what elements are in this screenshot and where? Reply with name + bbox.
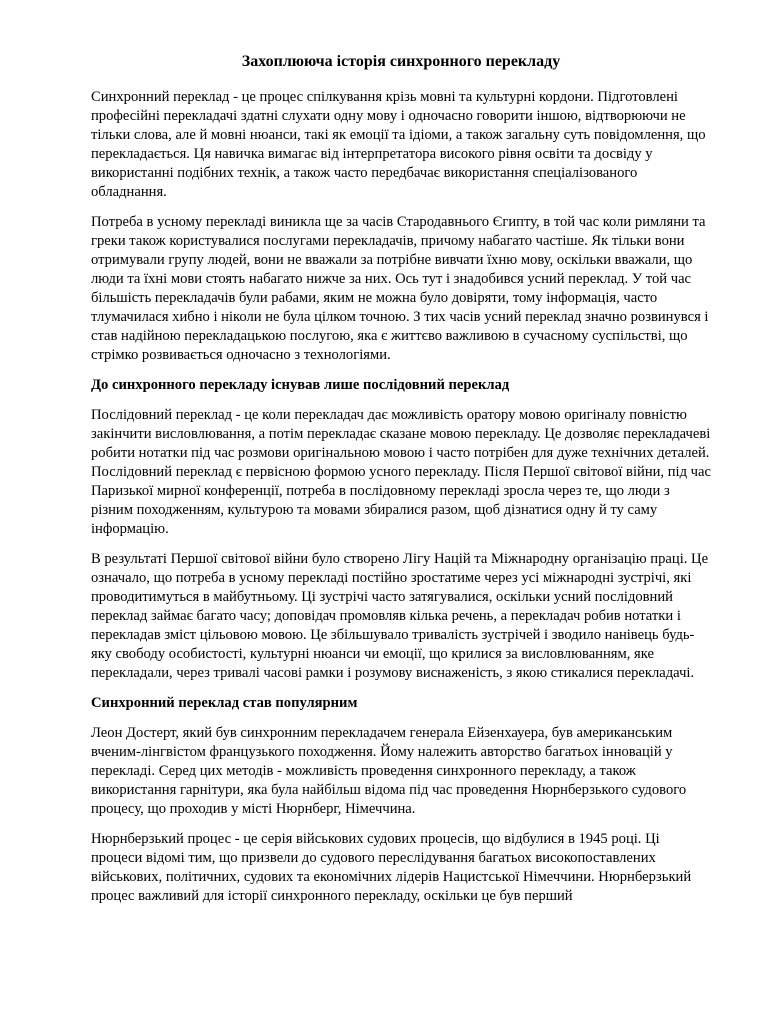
document-title: Захоплююча історія синхронного перекладу	[241, 53, 561, 70]
paragraph-nuremberg: Нюрнберзький процес - це серія військових судових процесів, що відбулися в 1945 році. Ці процеси відомі тим, що призвели до судового переслідування багатьох високопоставлених військових, політичних, судових та економічних лідерів Нацистської Німеччини. Нюрнберзький процес важливий для історії синхронного перекладу, оскільки це був перший	[91, 831, 692, 904]
paragraph-intro: Синхронний переклад - це процес спілкування крізь мовні та культурні кордони. Підготовлені професійні перекладачі здатні слухати одну мову і одночасно говорити іншою, відтворюючи не тільки слова, але й мовні нюанси, такі як емоції та ідіоми, а також загальну суть повідомлення, що перекладається. Ця навичка вимагає від інтерпретатора високого рівня освіти та досвіду у використанні подібних технік, а також часто передбачає використання спеціалізованого обладнання.	[91, 89, 706, 200]
paragraph-consecutive: Послідовний переклад - це коли перекладач дає можливість оратору мовою оригіналу повністю закінчити висловлювання, а потім перекладає сказане мовою перекладу. Це дозволяє перекладачеві робити нотатки під час розмови оригінальною мовою і часто потрібен для дуже технічних деталей. Послідовний переклад є первісною формою усного перекладу. Після Першої світової війни, під час Паризької мирної конференції, потреба в послідовному перекладі зросла через те, що люди з різним походженням, культурою та мовами збиралися разом, щоб дізнатися одну й ту саму інформацію.	[91, 407, 711, 537]
section-heading-consecutive: До синхронного перекладу існував лише послідовний переклад	[91, 377, 510, 393]
paragraph-history: Потреба в усному перекладі виникла ще за часів Стародавнього Єгипту, в той час коли римляни та греки також користувалися послугами перекладачів, причому набагато частіше. Як тільки вони отримували групу людей, вони не вважали за потрібне вивчати їхню мову, оскільки вважали, що люди та їхні мови стоять набагато нижче за них. Ось тут і знадобився усний переклад. У той час більшість перекладачів були рабами, яким не можна було довіряти, тому інформація, часто тлумачилася хибно і ніколи не була цілком точною. З тих часів усний переклад значно розвинувся і став надійною перекладацькою послугою, яка є життєво важливою в сучасному суспільстві, що стрімко розвивається одночасно з технологіями.	[91, 214, 709, 363]
paragraph-dostert: Леон Достерт, який був синхронним перекладачем генерала Ейзенхауера, був американським вченим-лінгвістом французького походження. Йому належить авторство багатьох інновацій у перекладі. Серед цих методів - можливість проведення синхронного перекладу, а також використання гарнітури, яка була найбільш відома під час проведення Нюрнберзького судового процесу, що проходив у місті Нюрнберг, Німеччина.	[91, 725, 687, 817]
document-page	[91, 52, 713, 917]
paragraph-league-of-nations: В результаті Першої світової війни було створено Лігу Націй та Міжнародну організацію праці. Це означало, що потреба в усному перекладі постійно зростатиме через усі міжнародні зустрічі, які проводитимуться в майбутньому. Ці зустрічі часто затягувалися, оскільки усний послідовний переклад займає багато часу; доповідач промовляв кілька речень, а перекладач робив нотатки і перекладав зміст цільовою мовою. Це збільшувало тривалість зустрічей і зводило нанівець будь-яку свободу особистості, культурні нюанси чи емоції, що крилися за висловлюванням, яке перекладали, через тривалі часові рамки і розумову виснаженість, з якою стикалися перекладачі.	[91, 551, 709, 681]
section-heading-simultaneous: Синхронний переклад став популярним	[91, 695, 358, 711]
